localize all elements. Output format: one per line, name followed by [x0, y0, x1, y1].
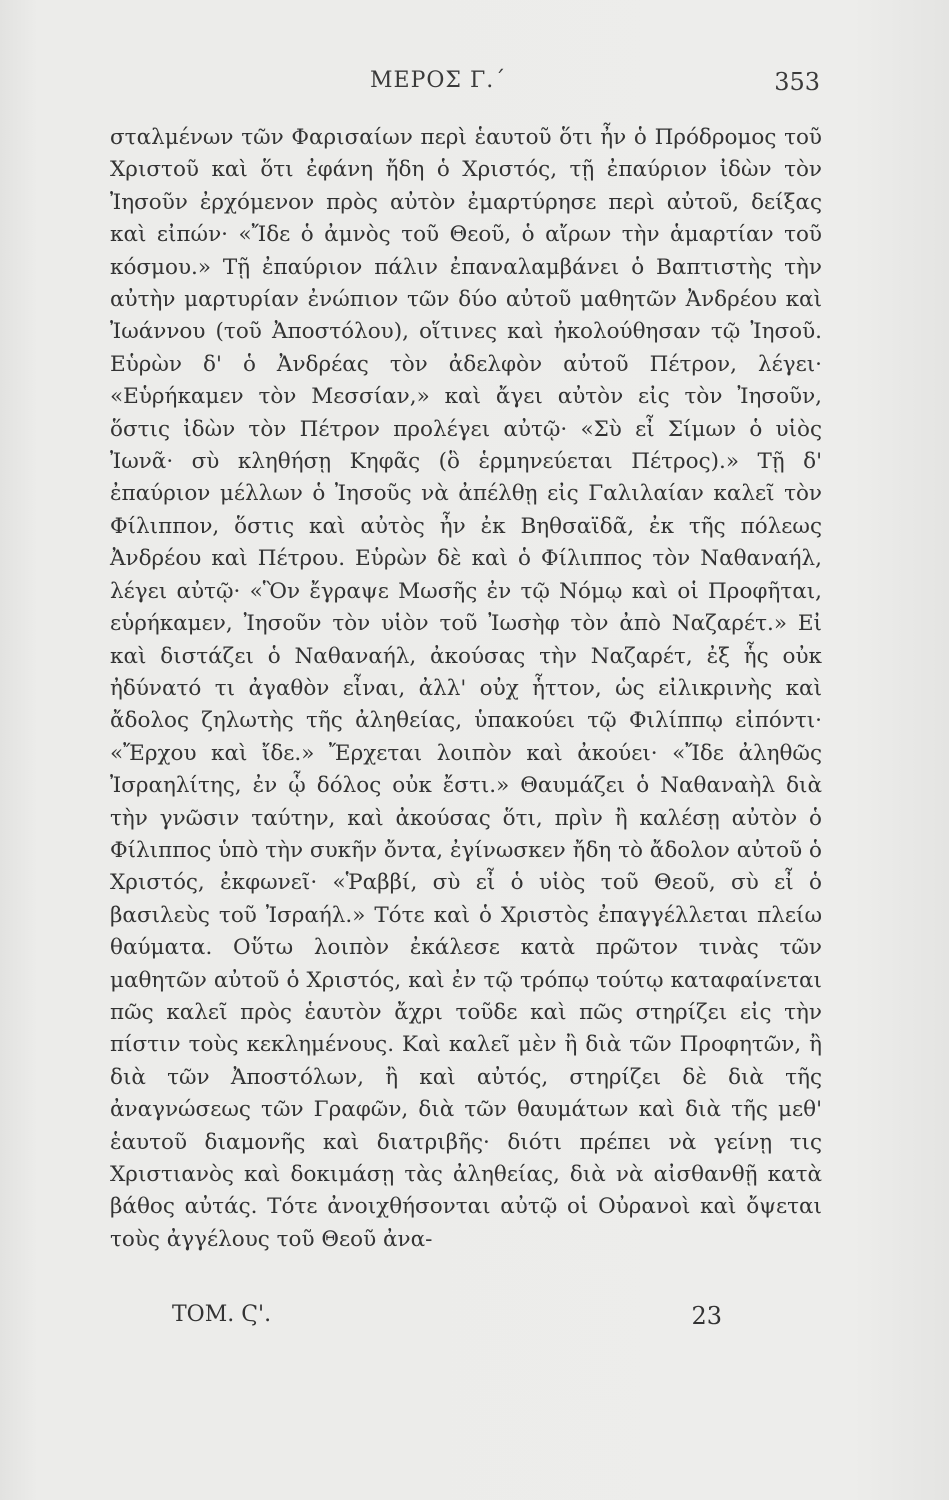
page-footer: [172, 1302, 722, 1334]
running-title: ΜΕΡΟΣ Γ.΄: [370, 68, 507, 93]
page-header: [110, 68, 820, 102]
body-text: σταλμένων τῶν Φαρισαίων περὶ ἑαυτοῦ ὅτι ἦν ὁ Πρόδρομος τοῦ Χριστοῦ καὶ ὅτι ἐφάνη ἤδη ὁ Χριστός, τῇ ἐπαύριον ἰδὼν τὸν Ἰησοῦν ἐρχόμενον πρὸς αὐτὸν ἐμαρτύρησε περὶ αὐτοῦ, δείξας καὶ εἰπών· «Ἴδε ὁ ἀμνὸς τοῦ Θεοῦ, ὁ αἴρων τὴν ἁμαρτίαν τοῦ κόσμου.» Τῇ ἐπαύριον πάλιν ἐπαναλαμβάνει ὁ Βαπτιστὴς τὴν αὐτὴν μαρτυρίαν ἐνώπιον τῶν δύο αὐτοῦ μαθητῶν Ἀνδρέου καὶ Ἰωάννου (τοῦ Ἀποστόλου), οἵτινες καὶ ἠκολούθησαν τῷ Ἰησοῦ. Εὑρὼν δ' ὁ Ἀνδρέας τὸν ἀδελφὸν αὐτοῦ Πέτρον, λέγει· «Εὑρήκαμεν τὸν Μεσσίαν,» καὶ ἄγει αὐτὸν εἰς τὸν Ἰησοῦν, ὅστις ἰδὼν τὸν Πέτρον προλέγει αὐτῷ· «Σὺ εἶ Σίμων ὁ υἱὸς Ἰωνᾶ· σὺ κληθήσῃ Κηφᾶς (ὃ ἑρμηνεύεται Πέτρος).» Τῇ δ' ἐπαύριον μέλλων ὁ Ἰησοῦς νὰ ἀπέλθῃ εἰς Γαλιλαίαν καλεῖ τὸν Φίλιππον, ὅστις καὶ αὐτὸς ἦν ἐκ Βηθσαϊδᾶ, ἐκ τῆς πόλεως Ἀνδρέου καὶ Πέτρου. Εὑρὼν δὲ καὶ ὁ Φίλιππος τὸν Ναθαναήλ, λέγει αὐτῷ· «Ὃν ἔγραψε Μωσῆς ἐν τῷ Νόμῳ καὶ οἱ Προφῆται, εὑρήκαμεν, Ἰησοῦν τὸν υἱὸν τοῦ Ἰωσὴφ τὸν ἀπὸ Ναζαρέτ.» Εἰ καὶ διστάζει ὁ Ναθαναήλ, ἀκούσας τὴν Ναζαρέτ, ἐξ ἧς οὐκ ἠδύνατό τι ἀγαθὸν εἶναι, ἀλλ' οὐχ ἧττον, ὡς εἰλικρινὴς καὶ ἄδολος ζηλωτὴς τῆς ἀληθείας, ὑπακούει τῷ Φιλίππῳ εἰπόντι· «Ἔρχου καὶ ἴδε.» Ἔρχεται λοιπὸν καὶ ἀκούει· «Ἴδε ἀληθῶς Ἰσραηλίτης, ἐν ᾧ δόλος οὐκ ἔστι.» Θαυμάζει ὁ Ναθαναὴλ διὰ τὴν γνῶσιν ταύτην, καὶ ἀκούσας ὅτι, πρὶν ἢ καλέσῃ αὐτὸν ὁ Φίλιππος ὑπὸ τὴν συκῆν ὄντα, ἐγίνωσκεν ἤδη τὸ ἄδολον αὐτοῦ ὁ Χριστός, ἐκφωνεῖ· «Ῥαββί, σὺ εἶ ὁ υἱὸς τοῦ Θεοῦ, σὺ εἶ ὁ βασιλεὺς τοῦ Ἰσραήλ.» Τότε καὶ ὁ Χριστὸς ἐπαγγέλλεται πλείω θαύματα. Οὕτω λοιπὸν ἐκάλεσε κατὰ πρῶτον τινὰς τῶν μαθητῶν αὐτοῦ ὁ Χριστός, καὶ ἐν τῷ τρόπῳ τούτῳ καταφαίνεται πῶς καλεῖ πρὸς ἑαυτὸν ἄχρι τοῦδε καὶ πῶς στηρίζει εἰς τὴν πίστιν τοὺς κεκλημένους. Καὶ καλεῖ μὲν ἢ διὰ τῶν Προφητῶν, ἢ διὰ τῶν Ἀποστόλων, ἢ καὶ αὐτός, στηρίζει δὲ διὰ τῆς ἀναγνώσεως τῶν Γραφῶν, διὰ τῶν θαυμάτων καὶ διὰ τῆς μεθ' ἑαυτοῦ διαμονῆς καὶ διατριβῆς· διότι πρέπει νὰ γείνῃ τις Χριστιανὸς καὶ δοκιμάσῃ τὰς ἀληθείας, διὰ νὰ αἰσθανθῇ κατὰ βάθος αὐτάς. Τότε ἀνοιχθήσονται αὐτῷ οἱ Οὐρανοὶ καὶ ὄψεται τοὺς ἀγγέλους τοῦ Θεοῦ ἀνα-: [110, 125, 822, 1252]
signature-mark: ΤΟΜ. Ϛ'.: [172, 1302, 272, 1327]
signature-number: 23: [691, 1302, 722, 1330]
page-number: 353: [774, 68, 820, 96]
